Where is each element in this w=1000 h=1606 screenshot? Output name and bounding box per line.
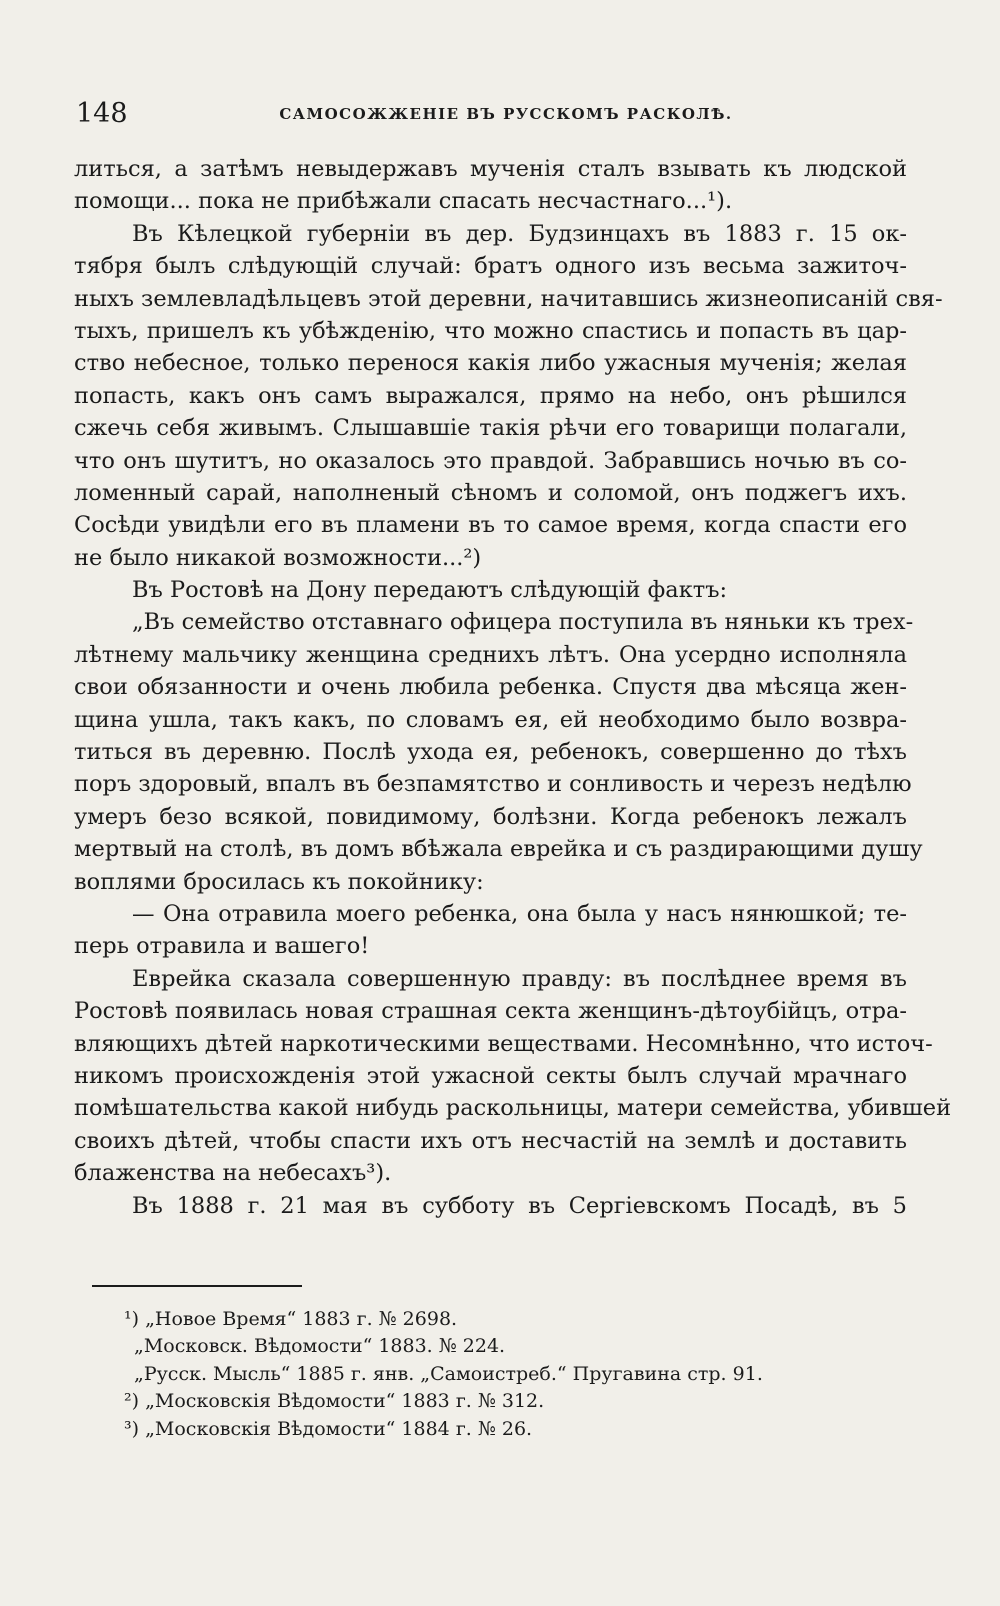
text-line: Еврейка сказала совершенную правду: въ послѣднее время въ <box>132 965 907 992</box>
text-line: что онъ шутитъ, но оказалось это правдой. Забравшись ночью въ со- <box>74 447 907 474</box>
footnote-line: ²) „Московскія Вѣдомости“ 1883 г. № 312. <box>124 1390 545 1413</box>
text-line: мертвый на столѣ, въ домъ вбѣжала еврейка и съ раздирающими душу <box>74 836 923 863</box>
text-line: щина ушла, такъ какъ, по словамъ ея, ей необходимо было возвра- <box>74 706 907 733</box>
text-line: вляющихъ дѣтей наркотическими веществами. Несомнѣнно, что источ- <box>74 1030 933 1057</box>
text-line: — Она отравила моего ребенка, она была у насъ нянюшкой; те- <box>132 900 907 927</box>
text-line: умеръ безо всякой, повидимому, болѣзни. Когда ребенокъ лежалъ <box>74 803 907 830</box>
text-line: литься, а затѣмъ невыдержавъ мученія сталъ взывать къ людской <box>74 156 907 182</box>
text-line: помощи... пока не прибѣжали спасать несчастнаго...¹). <box>74 188 733 215</box>
text-line: не было никакой возможности...²) <box>74 544 482 571</box>
text-line: блаженства на небесахъ³). <box>74 1160 392 1187</box>
text-line: попасть, какъ онъ самъ выражался, прямо на небо, онъ рѣшился <box>74 382 907 409</box>
text-line: титься въ деревню. Послѣ ухода ея, ребенокъ, совершенно до тѣхъ <box>74 739 907 766</box>
text-line: помѣшательства какой нибудь раскольницы, матери семейства, убившей <box>74 1095 952 1122</box>
footnote-line: ³) „Московскія Вѣдомости“ 1884 г. № 26. <box>124 1417 533 1440</box>
text-line: „Въ семейство отставнаго офицера поступила въ няньки къ трех- <box>132 609 914 636</box>
text-line: ломенный сарай, наполненый сѣномъ и соломой, онъ поджегъ ихъ. <box>74 479 907 506</box>
footnote-line: „Русск. Мысль“ 1885 г. янв. „Самоистреб.“ Пругавина стр. 91. <box>134 1362 763 1385</box>
footnote-line: ¹) „Новое Время“ 1883 г. № 2698. <box>124 1308 458 1330</box>
running-title: САМОСОЖЖЕНІЕ ВЪ РУССКОМЪ РАСКОЛѢ. <box>279 105 733 123</box>
text-line: тября былъ слѣдующій случай: братъ одного изъ весьма зажиточ- <box>74 253 907 280</box>
text-line: поръ здоровый, впалъ въ безпамятство и сонливость и черезъ недѣлю <box>74 771 912 798</box>
text-line: свои обязанности и очень любила ребенка. Спустя два мѣсяца жен- <box>74 674 907 701</box>
text-line: никомъ происхожденія этой ужасной секты былъ случай мрачнаго <box>74 1062 907 1089</box>
text-line: Въ 1888 г. 21 мая въ субботу въ Сергіевскомъ Посадѣ, въ 5 <box>132 1192 907 1219</box>
footnotes <box>124 1306 874 1443</box>
footnote-line: „Московск. Вѣдомости“ 1883. № 224. <box>134 1335 506 1358</box>
text-line: Въ Ростовѣ на Дону передаютъ слѣдующій фактъ: <box>132 577 728 604</box>
text-line: своихъ дѣтей, чтобы спасти ихъ отъ несчастій на землѣ и доставить <box>74 1127 907 1154</box>
text-line: ныхъ землевладѣльцевъ этой деревни, начитавшись жизнеописаній свя- <box>74 285 943 312</box>
text-line: воплями бросилась къ покойнику: <box>74 868 484 895</box>
body-text <box>74 153 952 1222</box>
text-line: Сосѣди увидѣли его въ пламени въ то самое время, когда спасти его <box>74 512 907 539</box>
text-line: ство небесное, только перенося какія либо ужасныя мученія; желая <box>74 350 907 377</box>
text-line: Ростовѣ появилась новая страшная секта женщинъ-дѣтоубійцъ, отра- <box>74 998 907 1025</box>
text-line: перь отравила и вашего! <box>74 933 370 960</box>
text-line: тыхъ, пришелъ къ убѣжденію, что можно спастись и попасть въ цар- <box>74 317 907 344</box>
running-header <box>76 96 906 132</box>
text-line: лѣтнему мальчику женщина среднихъ лѣтъ. Она усердно исполняла <box>74 641 907 668</box>
page-number: 148 <box>76 98 128 129</box>
footnote-divider <box>92 1285 302 1287</box>
text-line: сжечь себя живымъ. Слышавшіе такія рѣчи его товарищи полагали, <box>74 415 907 442</box>
text-line: Въ Кѣлецкой губерніи въ дер. Будзинцахъ въ 1883 г. 15 ок- <box>132 220 907 247</box>
